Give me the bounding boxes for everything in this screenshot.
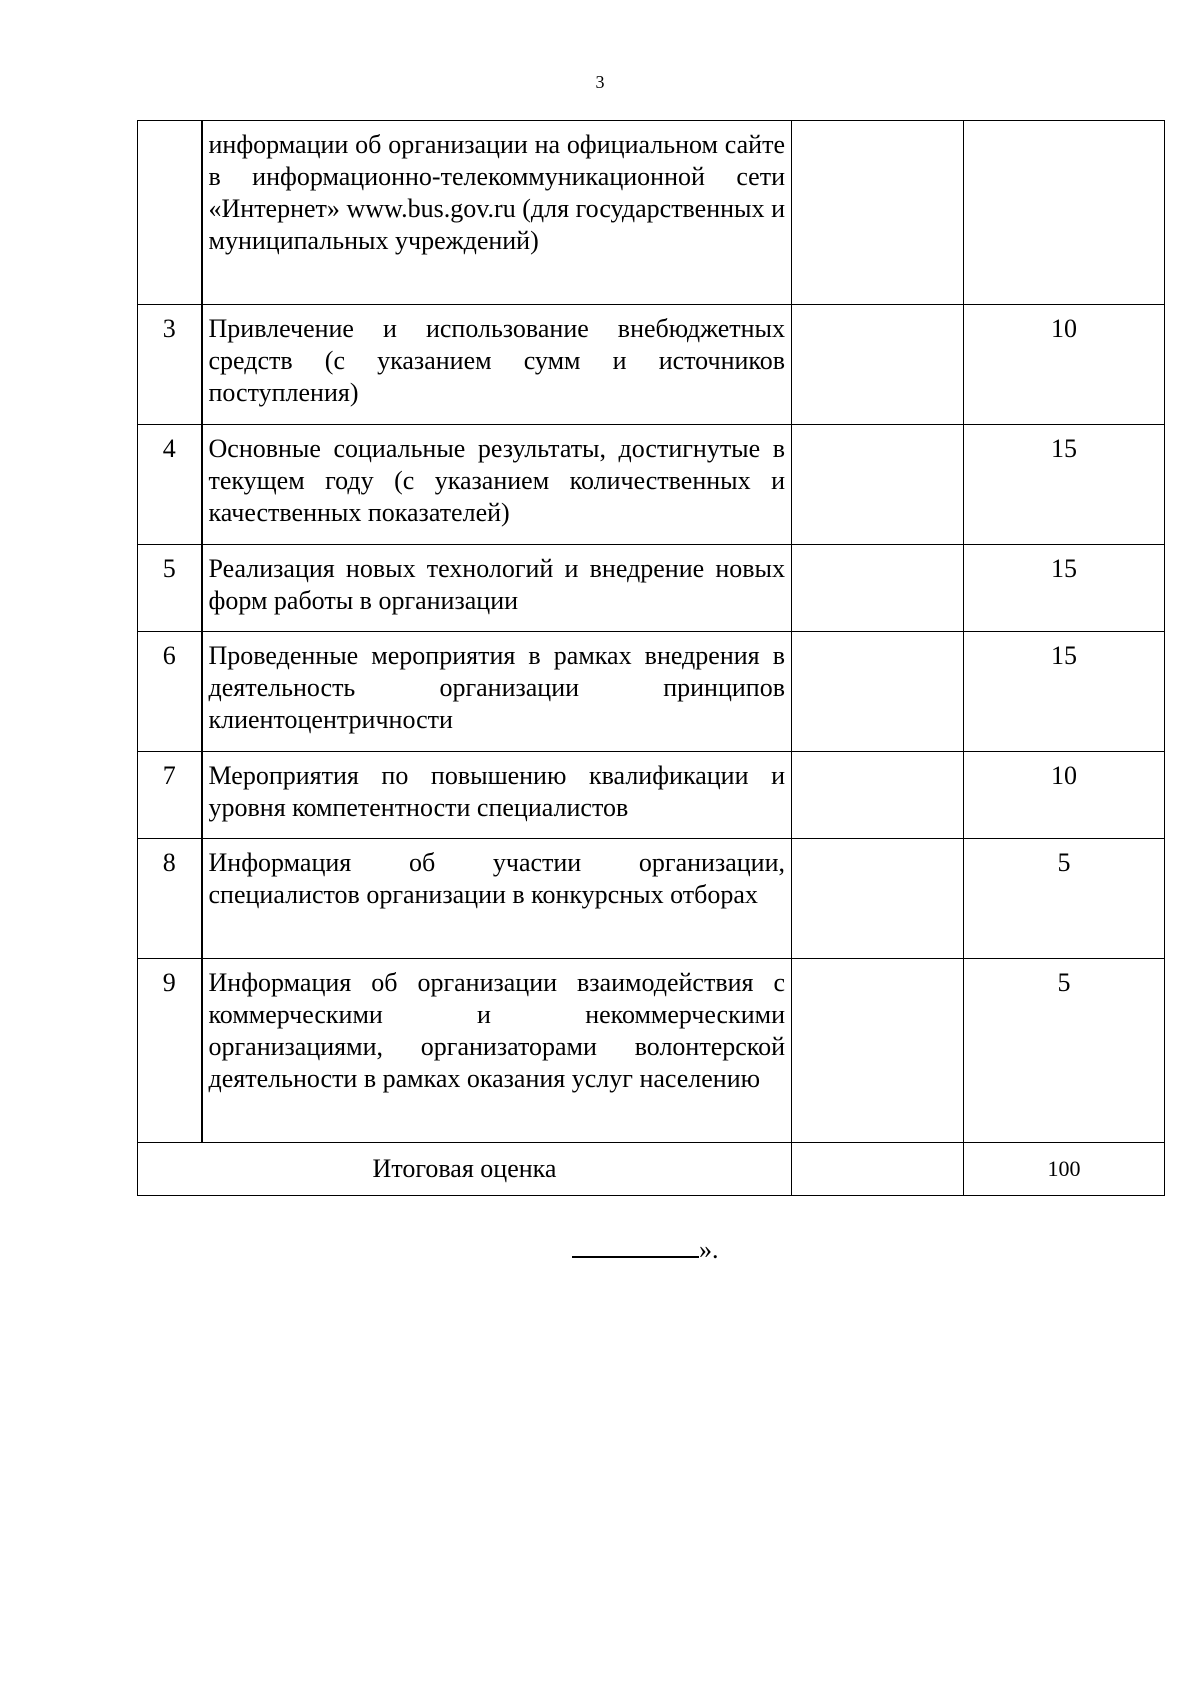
row-description: Привлечение и использование внебюджетных средств (с указанием сумм и источников поступления) xyxy=(202,305,792,425)
row-value xyxy=(792,121,964,305)
table-row xyxy=(138,752,1165,839)
row-score: 15 xyxy=(964,632,1165,752)
row-description: Информация об организации взаимодействия с коммерческими и некоммерческими организациями, организаторами волонтерской деятельности в рамках оказания услуг населению xyxy=(202,959,792,1143)
table-row xyxy=(138,839,1165,959)
table-row xyxy=(138,121,1165,305)
table-row xyxy=(138,632,1165,752)
row-number: 9 xyxy=(138,959,202,1143)
row-value xyxy=(792,752,964,839)
criteria-table xyxy=(137,120,1165,1196)
page-number: 3 xyxy=(595,72,605,92)
row-value xyxy=(792,305,964,425)
row-number: 7 xyxy=(138,752,202,839)
closing-quote: ». xyxy=(699,1235,719,1264)
row-value xyxy=(792,959,964,1143)
row-description: Информация об участии организации, специалистов организации в конкурсных отборах xyxy=(202,839,792,959)
row-score: 5 xyxy=(964,839,1165,959)
table-row xyxy=(138,545,1165,632)
total-label: Итоговая оценка xyxy=(138,1143,792,1196)
row-number: 8 xyxy=(138,839,202,959)
row-number: 6 xyxy=(138,632,202,752)
table-row xyxy=(138,959,1165,1143)
signature-underline xyxy=(572,1232,699,1258)
row-description: Проведенные мероприятия в рамках внедрения в деятельность организации принципов клиентоцентричности xyxy=(202,632,792,752)
row-score: 15 xyxy=(964,425,1165,545)
row-number: 3 xyxy=(138,305,202,425)
table-row xyxy=(138,425,1165,545)
row-description: Мероприятия по повышению квалификации и уровня компетентности специалистов xyxy=(202,752,792,839)
table-row xyxy=(138,305,1165,425)
closing-mark xyxy=(572,1232,719,1266)
total-value xyxy=(792,1143,964,1196)
row-number xyxy=(138,121,202,305)
total-score: 100 xyxy=(964,1143,1165,1196)
row-description: Реализация новых технологий и внедрение новых форм работы в организации xyxy=(202,545,792,632)
row-score: 15 xyxy=(964,545,1165,632)
row-value xyxy=(792,632,964,752)
row-value xyxy=(792,839,964,959)
row-description: информации об организации на официальном сайте в информационно-телекоммуникационной сети «Интернет» www.bus.gov.ru (для государственных и муниципальных учреждений) xyxy=(202,121,792,305)
row-description: Основные социальные результаты, достигнутые в текущем году (с указанием количественных и качественных показателей) xyxy=(202,425,792,545)
row-score: 5 xyxy=(964,959,1165,1143)
row-number: 4 xyxy=(138,425,202,545)
total-row xyxy=(138,1143,1165,1196)
row-number: 5 xyxy=(138,545,202,632)
row-score: 10 xyxy=(964,752,1165,839)
row-value xyxy=(792,545,964,632)
row-score xyxy=(964,121,1165,305)
row-value xyxy=(792,425,964,545)
row-score: 10 xyxy=(964,305,1165,425)
